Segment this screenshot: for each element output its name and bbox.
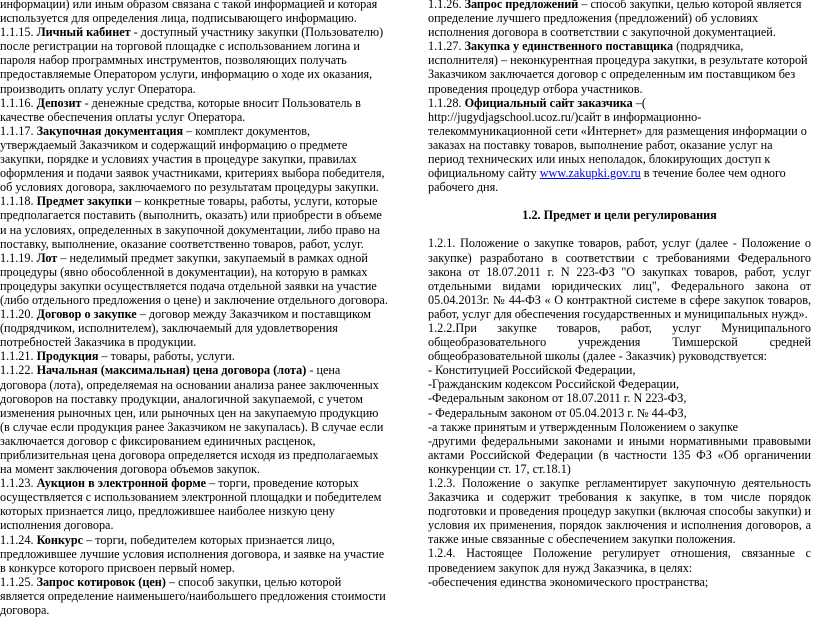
paragraph-1-2-4-item: -обеспечения единства экономического пространства; (428, 574, 709, 589)
list-item: -другими федеральными законами и иными нормативными правовыми актами Российской Федерации (в частности 135 ФЗ «Об органичении конкуренции ст. 17, ст.18.1) (428, 433, 811, 476)
paragraph-1-2-3: 1.2.3. Положение о закупке регламентирует закупочную деятельность Заказчика и содержит требования к закупке, в том числе порядок подготовки и проведения процедур закупки (включая способы закупки) и условия их применения, порядок заключения и исполнения договоров, а также иные связанные с обеспечением закупки положения. (428, 476, 811, 547)
paragraph-1-1-28: 1.1.28. Официальный сайт заказчика –( http://jugydjagschool.ucoz.ru/)сайт в информационно-телекоммуникационной сети «Интернет» для размещения информации о заказах на поставку товаров, выполнение работ, оказание услуг на период технических или иных неполадок, блокирующих доступ к официальному сайту www.zakupki.gov.ru в течение более чем одного рабочего дня. (428, 95, 807, 195)
paragraph-1-1-14-end: информации) или иным образом связана с такой информацией и которая используется для определения лица, подписывающего информацию. (0, 0, 378, 26)
paragraph-1-1-20: 1.1.20. Договор о закупке – договор между Заказчиком и поставщиком (подрядчиком, исполнителем), заключаемый для удовлетворения потребностей Заказчика в продукции. (0, 307, 371, 350)
paragraph-1-1-23: 1.1.23. Аукцион в электронной форме – торги, проведение которых осуществляется с использованием электронной площадки и победителем которых признается лицо, предложившее наиболее низкую цену исполнения договора. (0, 476, 382, 533)
paragraph-1-1-18: 1.1.18. Предмет закупки – конкретные товары, работы, услуги, которые предполагается поставить (выполнить, оказать) или приобрести в объеме и на условиях, определенных в закупочной документации, либо право на поставку, выполнение, оказание соответственно товаров, работ, услуг. (0, 194, 382, 251)
paragraph-1-1-22: 1.1.22. Начальная (максимальная) цена договора (лота) - цена договора (лота), определяемая на основании анализа ранее заключенных договоров на поставку продукции, аналогичной закупаемой, с учетом изменения рыночных цен, или рыночных цен на закупаемую продукцию (в случае если продукция ранее Заказчиком не закупалась). В случае если заключается договор с фиксированием единичных расценок, приблизительная цена договора определяется исходя из предполагаемых на момент заключения договора объемов закупок. (0, 363, 384, 477)
term-quotation-request: Запрос котировок (цен) (36, 574, 166, 589)
term-lot: Лот (36, 250, 58, 265)
paragraph-1-1-15: 1.1.15. Личный кабинет - доступный участнику закупки (Пользователю) после регистрации на торговой площадке с использованием логина и пароля набор программных инструментов, позволяющих получать предоставляемые Оператором услуги, информацию о ходе их оказания, производить оплату услуг Оператора. (0, 25, 384, 96)
term-personal-cabinet: Личный кабинет (36, 25, 131, 40)
term-procurement-contract: Договор о закупке (36, 307, 137, 322)
paragraph-1-2-4: 1.2.4. Настоящее Положение регулирует отношения, связанные с проведением закупок для нужд Заказчика, в целях: (428, 546, 811, 575)
paragraph-1-2-1: 1.2.1. Положение о закупке товаров, работ, услуг (далее - Положение о закупке) разработано в соответствии с требованиями Федерального закона от 18.07.2011 г. N 223-ФЗ "О закупках товаров, работ, услуг отдельными видами юридических лиц", Федерального закона от 05.04.2013г. № 44-ФЗ « О контрактной системе в сфере закупок товаров, работ, услуг для обеспечения государственных и муниципальных нужд». (428, 236, 811, 321)
paragraph-1-2-2: 1.2.2.При закупке товаров, работ, услуг Муниципального общеобразовательного учреждения Тимшерской средней общеобразовательной школы (далее - Заказчик) руководствуется: (428, 320, 811, 364)
section-heading-1-2: 1.2. Предмет и цели регулирования (522, 208, 717, 223)
left-column (0, 0, 388, 617)
list-item: -Федеральным законом от 18.07.2011 г. N 223-ФЗ, (428, 391, 687, 406)
term-deposit: Депозит (36, 95, 82, 110)
zakupki-link[interactable]: www.zakupki.gov.ru (539, 166, 641, 181)
term-products: Продукция (36, 349, 99, 364)
paragraph-1-1-16: 1.1.16. Депозит - денежные средства, которые вносит Пользователь в качестве обеспечения оплаты услуг Оператора. (0, 95, 361, 124)
paragraph-1-1-17: 1.1.17. Закупочная документация – комплект документов, утверждаемый Заказчиком и содержащий информацию о предмете закупки, порядке и условиях участия в процедуре закупки, правилах оформления и подачи заявок участниками, критериях выбора победителя, об условиях договора, заключаемого по результатам процедуры закупки. (0, 123, 385, 195)
term-initial-price: Начальная (максимальная) цена договора (лота) (36, 363, 307, 378)
term-procurement-subject: Предмет закупки (36, 194, 132, 209)
paragraph-1-1-26: 1.1.26. Запрос предложений – способ закупки, целью которой является определение лучшего предложения (предложений) об условиях исполнения договора в соответствии с закупочной документацией. (428, 0, 811, 39)
term-proposal-request: Запрос предложений (464, 0, 579, 11)
list-item: -Гражданским кодексом Российской Федерации, (428, 377, 680, 392)
term-official-site: Официальный сайт заказчика (464, 95, 633, 110)
term-procurement-documentation: Закупочная документация (36, 123, 184, 138)
paragraph-1-1-21: 1.1.21. Продукция – товары, работы, услуги. (0, 349, 235, 364)
paragraph-1-1-25: 1.1.25. Запрос котировок (цен) – способ закупки, целью которой является определение наименьшего/наибольшего предложения стоимости договора. (0, 574, 386, 617)
list-item: - Конституцией Российской Федерации, (428, 363, 636, 378)
list-item: -а также принятым и утвержденным Положением о закупке (428, 419, 739, 434)
term-electronic-auction: Аукцион в электронной форме (36, 476, 207, 491)
paragraph-1-1-27: 1.1.27. Закупка у единственного поставщика (подрядчика, исполнителя) – неконкурентная процедура закупки, в результате которой Заказчиком заключается договор с определенным им поставщиком без проведения процедур отбора участников. (428, 39, 808, 96)
term-tender: Конкурс (36, 532, 84, 547)
right-column (428, 0, 811, 589)
paragraph-1-1-19: 1.1.19. Лот – неделимый предмет закупки, закупаемый в рамках одной процедуры (явно обособленной в документации), на которую в рамках процедуры закупки осуществляется подача отдельной заявки на участие (либо отдельного предложения о цене) и заключение отдельного договора. (0, 250, 388, 307)
paragraph-1-1-24: 1.1.24. Конкурс – торги, победителем которых признается лицо, предложившее лучшие условия исполнения договора, и заявке на участие в конкурсе которого присвоен первый номер. (0, 532, 385, 575)
list-item: - Федеральным законом от 05.04.2013 г. № 44-ФЗ, (428, 405, 687, 420)
term-single-supplier: Закупка у единственного поставщика (464, 39, 674, 54)
